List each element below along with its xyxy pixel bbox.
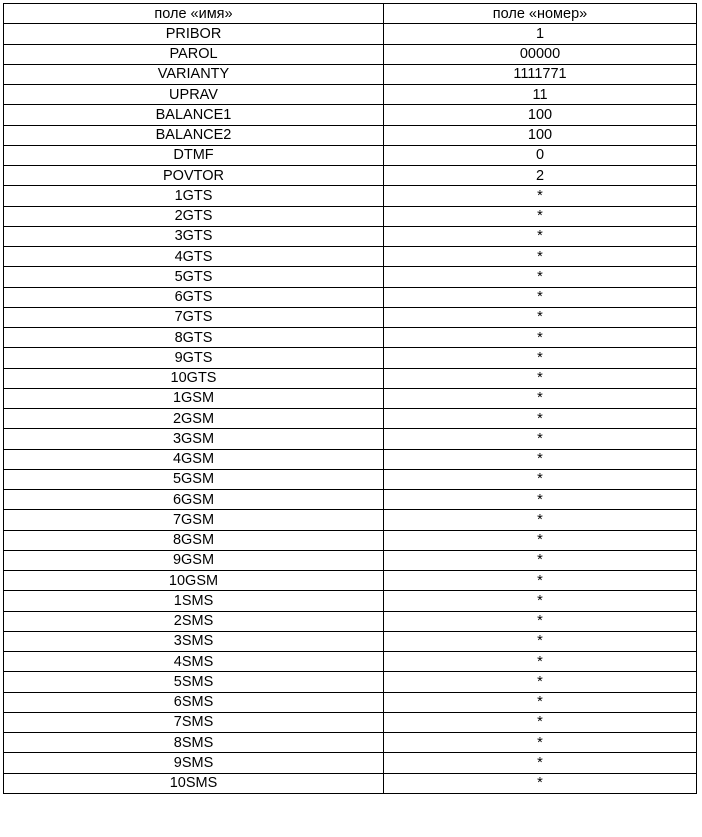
cell-name: 2GTS <box>4 206 384 226</box>
cell-name: 7GSM <box>4 510 384 530</box>
cell-name: VARIANTY <box>4 64 384 84</box>
cell-name: 2SMS <box>4 611 384 631</box>
table-row <box>4 490 697 510</box>
table-row <box>4 733 697 753</box>
table-row <box>4 753 697 773</box>
cell-number: * <box>384 186 697 206</box>
table-row <box>4 307 697 327</box>
cell-name: BALANCE1 <box>4 105 384 125</box>
table-row <box>4 226 697 246</box>
cell-number: * <box>384 550 697 570</box>
fields-table <box>3 3 697 794</box>
table-row <box>4 409 697 429</box>
cell-name: POVTOR <box>4 166 384 186</box>
table-row <box>4 186 697 206</box>
table-body <box>4 24 697 794</box>
cell-name: 8SMS <box>4 733 384 753</box>
table-row <box>4 429 697 449</box>
table-row <box>4 672 697 692</box>
table-row <box>4 510 697 530</box>
table-row <box>4 388 697 408</box>
cell-name: 1SMS <box>4 591 384 611</box>
cell-number: * <box>384 226 697 246</box>
table-row <box>4 469 697 489</box>
table-row <box>4 166 697 186</box>
table-row <box>4 692 697 712</box>
table-row <box>4 348 697 368</box>
cell-number: 1111771 <box>384 64 697 84</box>
cell-number: 00000 <box>384 44 697 64</box>
cell-name: 3SMS <box>4 631 384 651</box>
cell-name: 3GTS <box>4 226 384 246</box>
cell-name: 1GSM <box>4 388 384 408</box>
cell-number: * <box>384 571 697 591</box>
cell-name: PAROL <box>4 44 384 64</box>
cell-number: * <box>384 429 697 449</box>
table-row <box>4 64 697 84</box>
cell-number: * <box>384 530 697 550</box>
table-row <box>4 449 697 469</box>
cell-number: * <box>384 267 697 287</box>
cell-number: * <box>384 368 697 388</box>
table-row <box>4 631 697 651</box>
cell-number: * <box>384 328 697 348</box>
cell-name: 5SMS <box>4 672 384 692</box>
cell-number: 0 <box>384 145 697 165</box>
cell-name: 6SMS <box>4 692 384 712</box>
cell-name: 9GTS <box>4 348 384 368</box>
cell-number: * <box>384 753 697 773</box>
cell-name: 9SMS <box>4 753 384 773</box>
cell-number: * <box>384 652 697 672</box>
cell-number: 1 <box>384 24 697 44</box>
table-row <box>4 125 697 145</box>
cell-name: UPRAV <box>4 85 384 105</box>
cell-number: * <box>384 773 697 793</box>
cell-name: 10SMS <box>4 773 384 793</box>
cell-name: 10GSM <box>4 571 384 591</box>
cell-number: * <box>384 672 697 692</box>
table-row <box>4 773 697 793</box>
cell-number: 100 <box>384 105 697 125</box>
cell-number: * <box>384 631 697 651</box>
cell-number: * <box>384 348 697 368</box>
header-number-field: поле «номер» <box>384 4 697 24</box>
cell-number: * <box>384 469 697 489</box>
table-row <box>4 44 697 64</box>
cell-number: * <box>384 692 697 712</box>
cell-name: 5GSM <box>4 469 384 489</box>
cell-name: 3GSM <box>4 429 384 449</box>
header-name-field: поле «имя» <box>4 4 384 24</box>
table-header <box>4 4 697 24</box>
cell-name: 4SMS <box>4 652 384 672</box>
cell-name: PRIBOR <box>4 24 384 44</box>
cell-name: 8GSM <box>4 530 384 550</box>
table-row <box>4 328 697 348</box>
cell-number: * <box>384 490 697 510</box>
table-row <box>4 287 697 307</box>
cell-name: 6GTS <box>4 287 384 307</box>
cell-name: 7SMS <box>4 712 384 732</box>
cell-number: * <box>384 247 697 267</box>
table-row <box>4 267 697 287</box>
table-row <box>4 591 697 611</box>
table-row <box>4 206 697 226</box>
cell-number: * <box>384 206 697 226</box>
cell-number: * <box>384 510 697 530</box>
cell-name: 6GSM <box>4 490 384 510</box>
table-row <box>4 571 697 591</box>
cell-name: 2GSM <box>4 409 384 429</box>
table-row <box>4 247 697 267</box>
cell-name: 8GTS <box>4 328 384 348</box>
table-row <box>4 712 697 732</box>
cell-name: BALANCE2 <box>4 125 384 145</box>
table-row <box>4 550 697 570</box>
table-row <box>4 105 697 125</box>
cell-number: * <box>384 449 697 469</box>
table-row <box>4 145 697 165</box>
cell-number: * <box>384 409 697 429</box>
table-row <box>4 24 697 44</box>
cell-name: 1GTS <box>4 186 384 206</box>
table-row <box>4 530 697 550</box>
cell-number: 100 <box>384 125 697 145</box>
header-row <box>4 4 697 24</box>
table-row <box>4 85 697 105</box>
cell-number: * <box>384 388 697 408</box>
cell-number: * <box>384 611 697 631</box>
cell-name: 9GSM <box>4 550 384 570</box>
cell-name: 5GTS <box>4 267 384 287</box>
cell-name: 7GTS <box>4 307 384 327</box>
cell-number: * <box>384 307 697 327</box>
cell-number: 11 <box>384 85 697 105</box>
cell-number: * <box>384 712 697 732</box>
cell-name: DTMF <box>4 145 384 165</box>
cell-number: * <box>384 287 697 307</box>
cell-number: 2 <box>384 166 697 186</box>
table-row <box>4 652 697 672</box>
cell-number: * <box>384 733 697 753</box>
cell-number: * <box>384 591 697 611</box>
cell-name: 4GSM <box>4 449 384 469</box>
table-row <box>4 611 697 631</box>
table-row <box>4 368 697 388</box>
cell-name: 10GTS <box>4 368 384 388</box>
cell-name: 4GTS <box>4 247 384 267</box>
